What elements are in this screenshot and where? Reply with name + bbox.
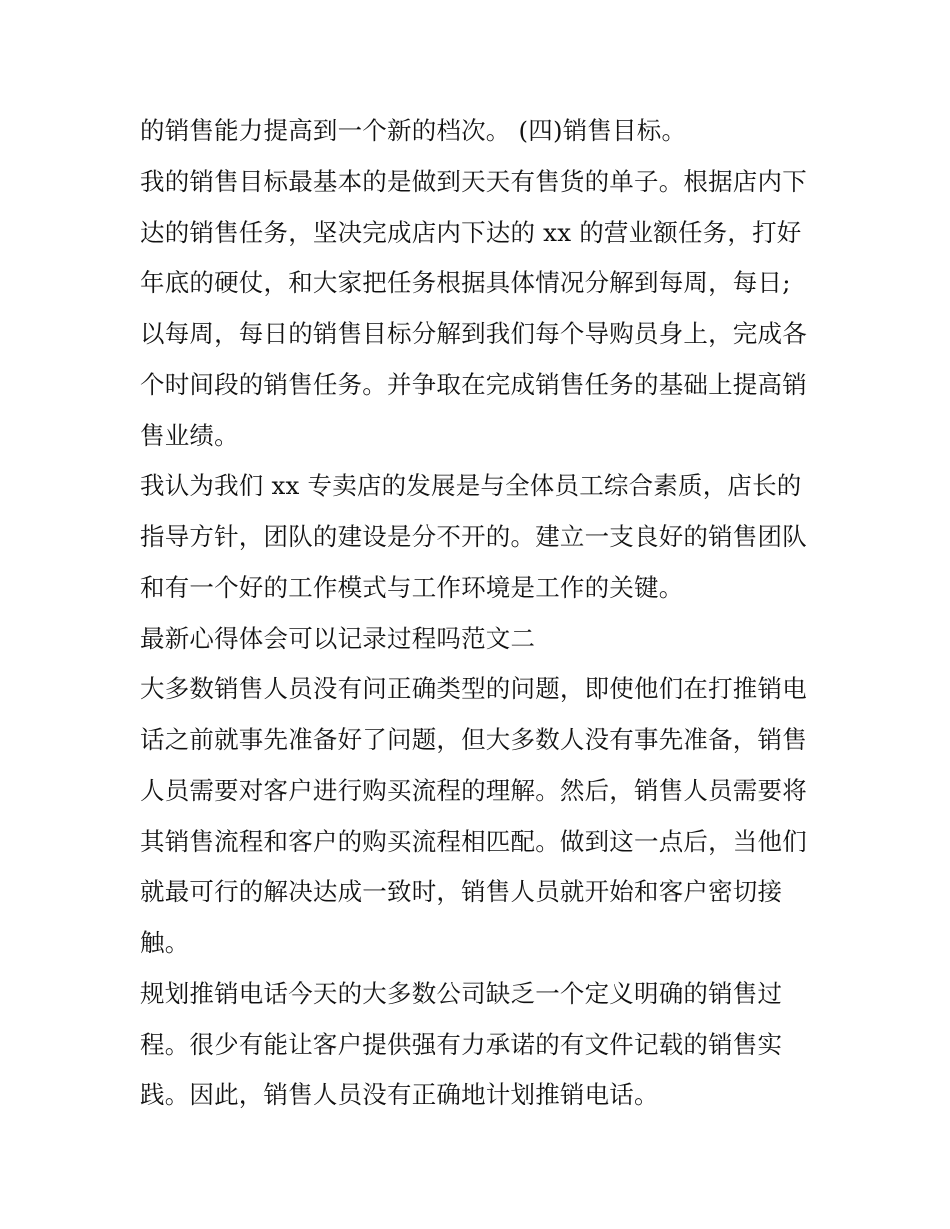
text-line: 个时间段的销售任务。并争取在完成销售任务的基础上提高销 bbox=[140, 369, 807, 399]
body-text bbox=[140, 106, 820, 1121]
text-line: 践。因此，销售人员没有正确地计划推销电话。 bbox=[140, 1080, 659, 1110]
text-line: 话之前就事先准备好了问题，但大多数人没有事先准备，销售 bbox=[140, 725, 807, 754]
text-line: 我认为我们 xx 专卖店的发展是与全体员工综合素质，店长的 bbox=[140, 471, 802, 501]
text-line: 其销售流程和客户的购买流程相匹配。做到这一点后，当他们 bbox=[140, 826, 807, 856]
text-line: 大多数销售人员没有问正确类型的问题，即使他们在打推销电 bbox=[140, 674, 807, 704]
text-line: 达的销售任务，坚决完成店内下达的 xx 的营业额任务，打好 bbox=[140, 217, 802, 247]
text-line: 指导方针，团队的建设是分不开的。建立一支良好的销售团队 bbox=[140, 522, 807, 551]
text-line: 的销售能力提高到一个新的档次。 (四)销售目标。 bbox=[140, 116, 687, 145]
text-line: 规划推销电话今天的大多数公司缺乏一个定义明确的销售过 bbox=[140, 978, 783, 1008]
text-line: 我的销售目标最基本的是做到天天有售货的单子。根据店内下 bbox=[140, 166, 807, 196]
section-heading: 最新心得体会可以记录过程吗范文二 bbox=[140, 623, 536, 653]
text-line: 以每周，每日的销售目标分解到我们每个导购员身上，完成各 bbox=[140, 319, 807, 348]
text-line: 触。 bbox=[140, 928, 190, 957]
text-line: 和有一个好的工作模式与工作环境是工作的关键。 bbox=[140, 572, 684, 602]
text-line: 就最可行的解决达成一致时，销售人员就开始和客户密切接 bbox=[140, 877, 783, 907]
text-line: 年底的硬仗，和大家把任务根据具体情况分解到每周，每日; bbox=[140, 268, 791, 298]
text-line: 程。很少有能让客户提供强有力承诺的有文件记载的销售实 bbox=[140, 1029, 783, 1059]
text-line: 售业绩。 bbox=[140, 420, 239, 450]
text-line: 人员需要对客户进行购买流程的理解。然后，销售人员需要将 bbox=[140, 775, 807, 805]
